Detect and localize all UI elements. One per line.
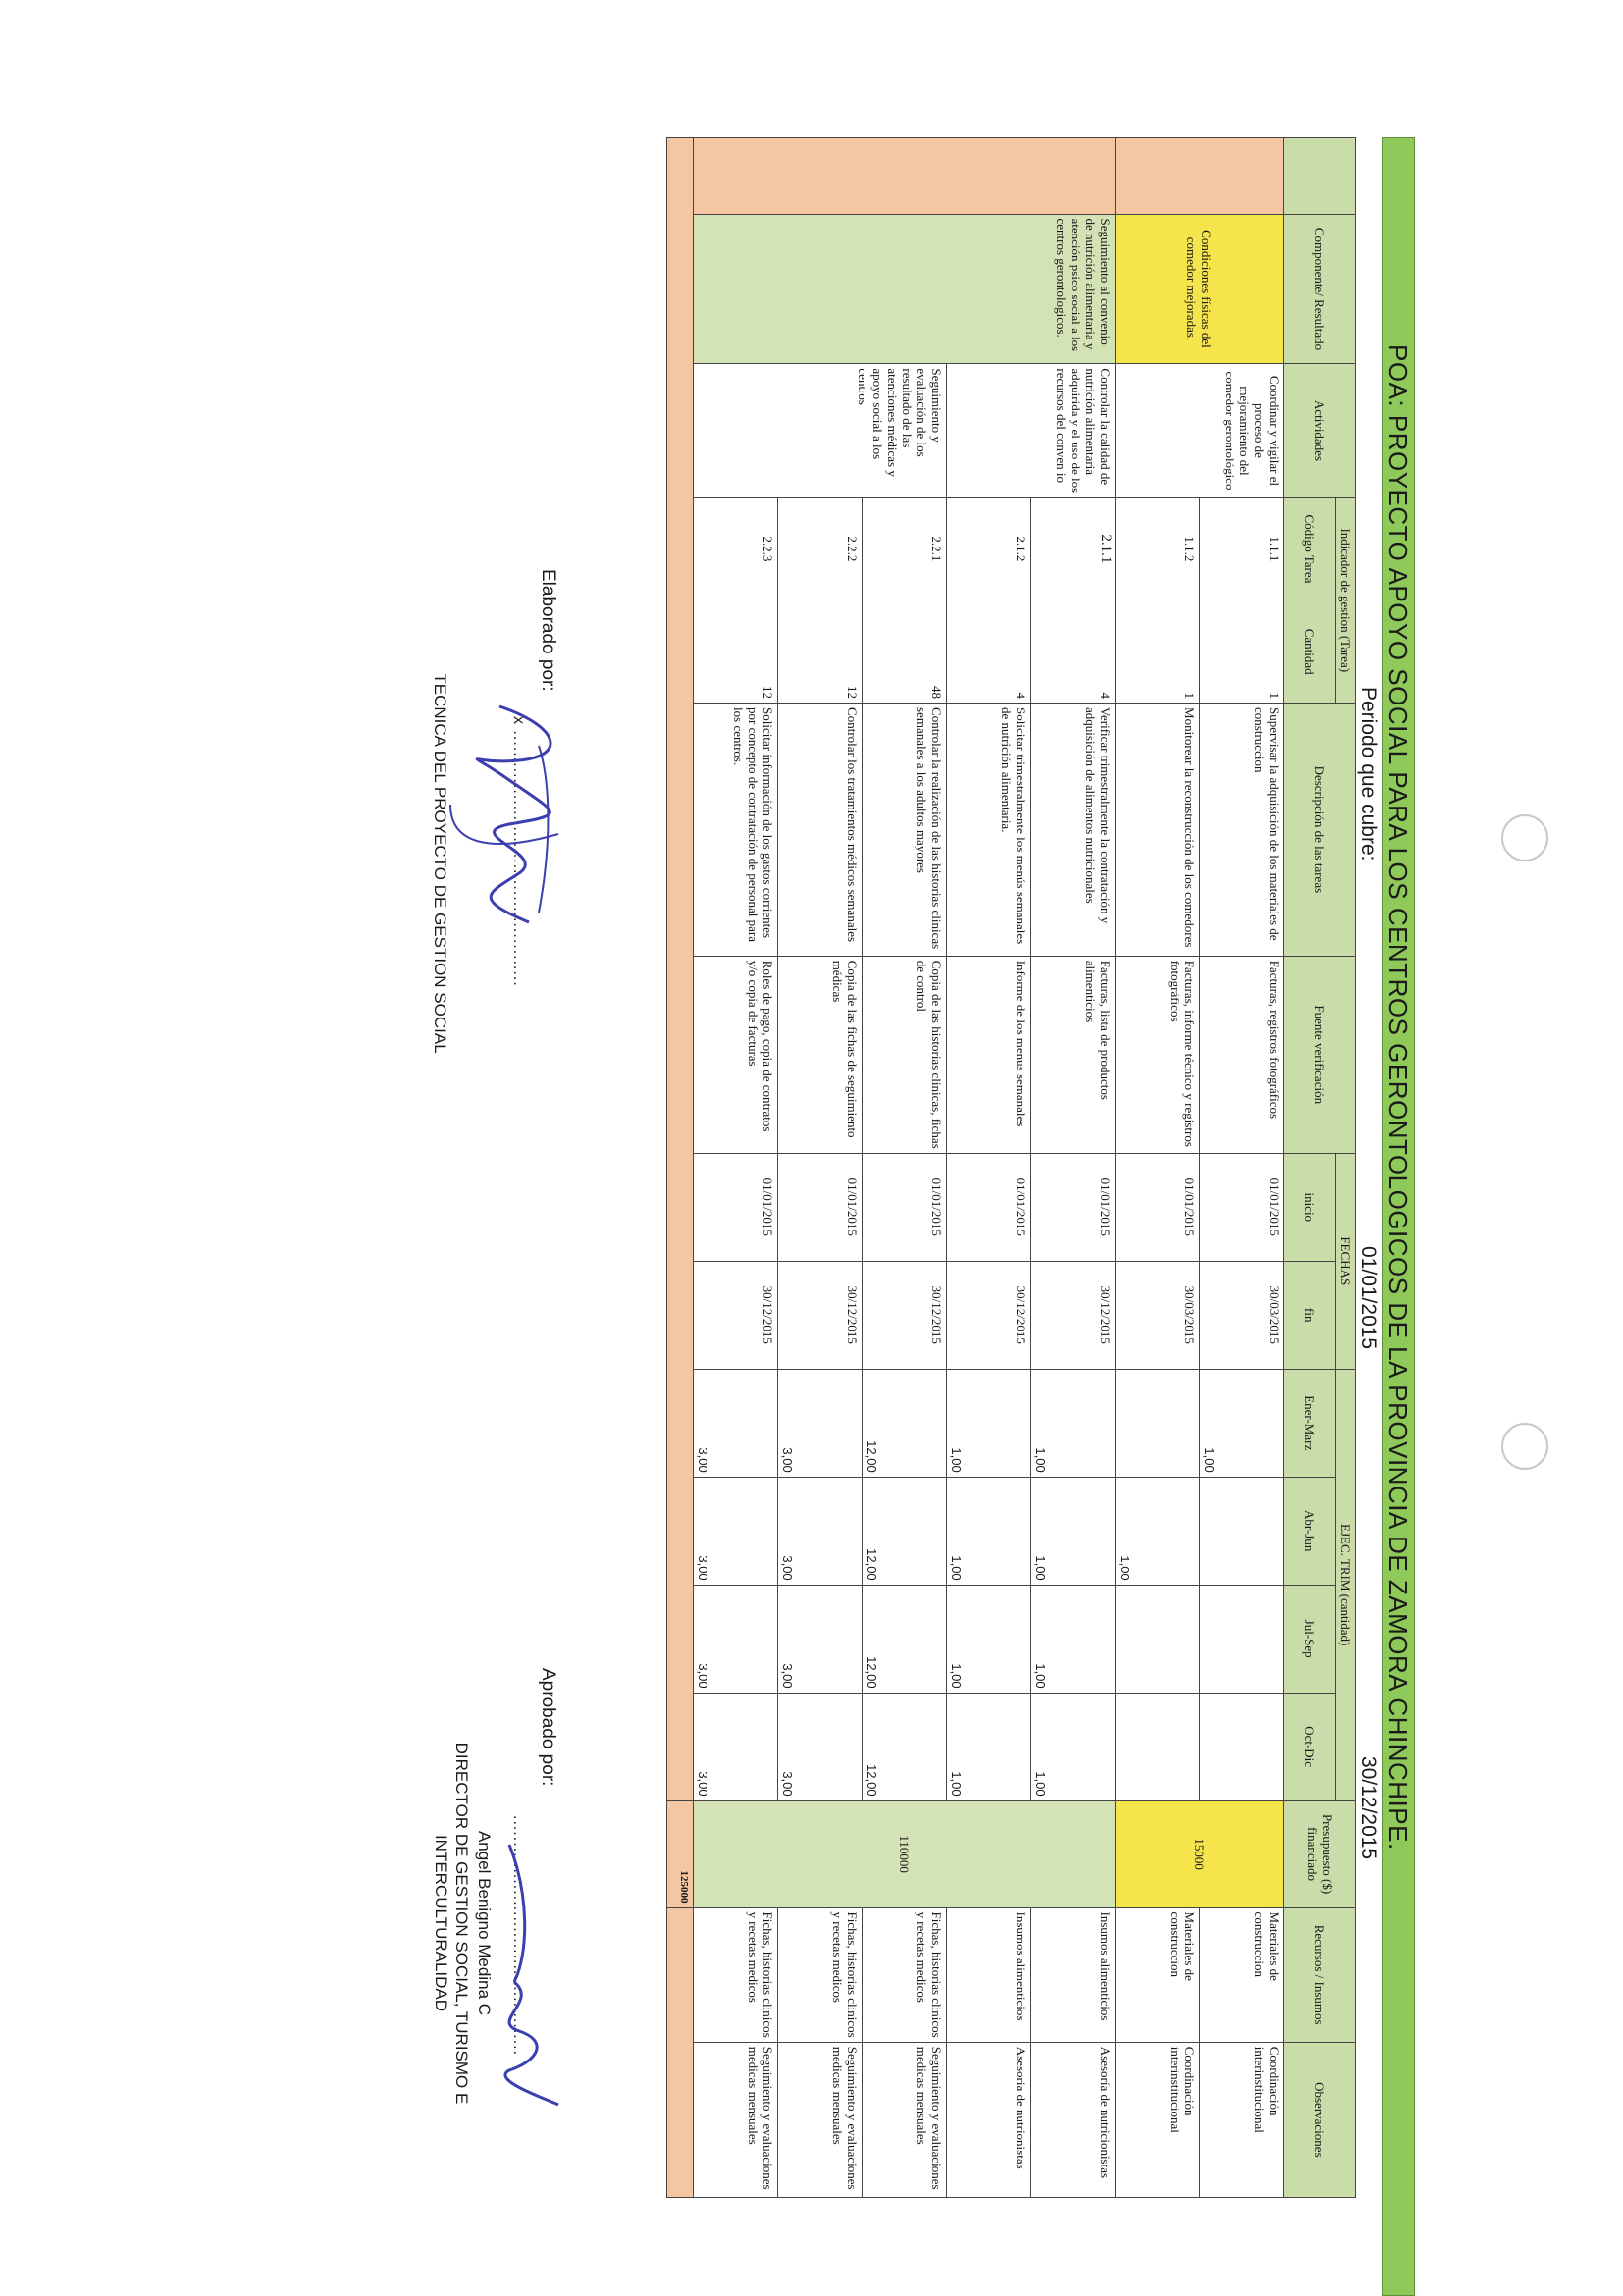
component-name: Seguimiento al convenio de nutrición alimentaria y atención psico social a los centros gerontologicos. — [694, 214, 1116, 364]
orange-column-header — [1284, 138, 1356, 215]
component-budget: 110000 — [694, 1800, 1116, 1907]
row-descripcion: Monitorear la reconstrucción de los comedores — [1116, 704, 1200, 957]
row-descripcion: Verificar trimestralmente la contratación y adquisición de alimentos nutricionales — [1031, 704, 1116, 957]
row-q4: 1,00 — [1031, 1693, 1116, 1800]
total-row — [667, 138, 694, 2198]
row-fuente: Facturas, lista de productos alimenticios — [1031, 956, 1116, 1153]
row-fin: 30/12/2015 — [863, 1261, 947, 1369]
header-presupuesto: Presupuesto ($) financiado — [1284, 1800, 1356, 1907]
row-fuente: Roles de pago, copia de contratos y/o copia de facturas — [694, 956, 778, 1153]
row-inicio: 01/01/2015 — [1200, 1153, 1284, 1261]
row-codigo: 2.1.1 — [1031, 497, 1116, 600]
row-q2: 3,00 — [694, 1477, 778, 1585]
row-fin: 30/03/2015 — [1116, 1261, 1200, 1369]
row-q2: 3,00 — [778, 1477, 863, 1585]
row-q1: 3,00 — [778, 1369, 863, 1477]
aprobado-role-2: INTERCULTURALIDAD — [432, 1834, 450, 2012]
row-cantidad: 1 — [1116, 600, 1200, 704]
row-inicio: 01/01/2015 — [947, 1153, 1031, 1261]
component-budget: 15000 — [1116, 1800, 1284, 1907]
punch-hole — [1501, 814, 1548, 861]
row-q4 — [1116, 1693, 1200, 1800]
row-fuente: Informe de los menus semanales — [947, 956, 1031, 1153]
activity-name: Controlar la calidad de nutrición alimentaria adquirida y el uso de los recursos del conven io — [947, 364, 1116, 497]
table-row — [1031, 138, 1116, 2198]
row-cantidad: 12 — [694, 600, 778, 704]
row-cantidad: 4 — [947, 600, 1031, 704]
header-componente: Componente/ Resultado — [1284, 214, 1356, 364]
row-q1: 1,00 — [947, 1369, 1031, 1477]
period-start: 01/01/2015 — [1357, 1246, 1380, 1350]
row-q3: 3,00 — [778, 1585, 863, 1693]
row-q3: 3,00 — [694, 1585, 778, 1693]
header-ejec: EJEC. TRIM (cantidad) — [1336, 1369, 1356, 1800]
row-inicio: 01/01/2015 — [863, 1153, 947, 1261]
header-fuente: Fuente verificación — [1284, 956, 1356, 1153]
row-codigo: 1.1.2 — [1116, 497, 1200, 600]
punch-hole — [1501, 1423, 1548, 1470]
aprobado-label: Aprobado por: — [538, 1668, 558, 1787]
table-row — [1200, 138, 1284, 2198]
row-fuente: Copia de las historias clinicas, fichas de control — [863, 956, 947, 1153]
header-fin: fin — [1284, 1261, 1336, 1369]
row-q4 — [1200, 1693, 1284, 1800]
row-q2: 1,00 — [947, 1477, 1031, 1585]
total-row-tail — [667, 1907, 694, 2197]
row-q3 — [1200, 1585, 1284, 1693]
row-q4: 3,00 — [694, 1693, 778, 1800]
row-descripcion: Solicitar información de los gastos corrientes por concepto de contratación de personal para los centros. — [694, 704, 778, 957]
header-actividades: Actividades — [1284, 364, 1356, 497]
row-codigo: 2.2.1 — [863, 497, 947, 600]
row-obs: Seguimiento y evaluaciones medicas mensuales — [778, 2042, 863, 2197]
row-obs: Seguimiento y evaluaciones medicas mensuales — [694, 2042, 778, 2197]
period-end: 30/12/2015 — [1357, 1756, 1380, 1860]
row-cantidad: 1 — [1200, 600, 1284, 704]
header-observaciones: Observaciones — [1284, 2042, 1356, 2197]
row-codigo: 1.1.1 — [1200, 497, 1284, 600]
row-cantidad: 4 — [1031, 600, 1116, 704]
activity-name: Coordinar y vigilar el proceso de mejoramiento del comedor gerontológico — [1116, 364, 1284, 497]
elaborado-block — [392, 569, 558, 1158]
row-obs: Asesoría de nutricionistas — [1031, 2042, 1116, 2197]
elaborado-role: TECNICA DEL PROYECTO DE GESTION SOCIAL — [431, 673, 449, 1054]
header-recursos: Recursos / Insumos — [1284, 1907, 1356, 2042]
header-q4: Oct-Dic — [1284, 1693, 1336, 1800]
row-codigo: 2.1.2 — [947, 497, 1031, 600]
row-fin: 30/12/2015 — [778, 1261, 863, 1369]
total-budget: 125000 — [667, 1800, 694, 1907]
row-q3 — [1116, 1585, 1200, 1693]
header-fechas: FECHAS — [1336, 1153, 1356, 1369]
header-indicador: Indicador de gestion (Tarea) — [1336, 497, 1356, 703]
row-fuente: Facturas, informe técnico y registros fotográficos — [1116, 956, 1200, 1153]
row-q3: 1,00 — [1031, 1585, 1116, 1693]
row-q2: 1,00 — [1031, 1477, 1116, 1585]
row-descripcion: Solicitar trimestralmente los menús semanales de nutrición alimentaria. — [947, 704, 1031, 957]
row-q2 — [1200, 1477, 1284, 1585]
row-obs: Seguimiento y evaluaciones medicas mensuales — [863, 2042, 947, 2197]
header-q3: Jul-Sep — [1284, 1585, 1336, 1693]
row-recursos: Fichas, historias clinicos y recetas medicos — [778, 1907, 863, 2042]
orange-cell — [1116, 138, 1284, 215]
row-obs: Coordinación interinstitucional — [1116, 2042, 1200, 2197]
component-name: Condiciones físicas del comedor mejoradas. — [1116, 214, 1284, 364]
row-fin: 30/12/2015 — [694, 1261, 778, 1369]
elaborado-signature — [441, 687, 578, 942]
row-descripcion: Controlar la realización de las historias clinicas semanales a los adultos mayores — [863, 704, 947, 957]
elaborado-signature-line: x ................................................ — [510, 716, 527, 987]
row-cantidad: 12 — [778, 600, 863, 704]
header-cantidad: Cantidad — [1284, 600, 1336, 704]
header-descripcion: Descripción de las tareas — [1284, 704, 1356, 957]
row-codigo: 2.2.2 — [778, 497, 863, 600]
period-row — [1356, 137, 1382, 2198]
row-inicio: 01/01/2015 — [694, 1153, 778, 1261]
aprobado-signature — [460, 1835, 568, 2110]
row-q1: 3,00 — [694, 1369, 778, 1477]
row-q2: 1,00 — [1116, 1477, 1200, 1585]
row-descripcion: Supervisar la adquisición de los materiales de construccion — [1200, 704, 1284, 957]
row-inicio: 01/01/2015 — [778, 1153, 863, 1261]
activity-name: Seguimiento y evaluación de los resultado de las atenciones médicas y apoyo social a los centros — [694, 364, 947, 497]
row-recursos: Materiales de construccion — [1200, 1907, 1284, 2042]
row-cantidad: 48 — [863, 600, 947, 704]
row-q4: 3,00 — [778, 1693, 863, 1800]
row-descripcion: Controlar los tratamientos médicos semanales — [778, 704, 863, 957]
row-q1: 1,00 — [1200, 1369, 1284, 1477]
row-q1: 12,00 — [863, 1369, 947, 1477]
orange-cell — [694, 138, 1116, 215]
row-q1: 1,00 — [1031, 1369, 1116, 1477]
period-label: Periodo que cubre: — [1357, 687, 1380, 861]
header-q2: Abr-Jun — [1284, 1477, 1336, 1585]
header-codigo: Código Tarea — [1284, 497, 1336, 600]
row-q1 — [1116, 1369, 1200, 1477]
row-inicio: 01/01/2015 — [1116, 1153, 1200, 1261]
row-fuente: Copia de las fichas de seguimiento médicas — [778, 956, 863, 1153]
header-inicio: inicio — [1284, 1153, 1336, 1261]
row-q3: 12,00 — [863, 1585, 947, 1693]
row-inicio: 01/01/2015 — [1031, 1153, 1116, 1261]
aprobado-signature-line: ............................................. — [510, 1815, 527, 2057]
document-title: POA: PROYECTO APOYO SOCIAL PARA LOS CENTROS GERONTOLOGICOS DE LA PROVINCIA DE ZAMORA CHINCHIPE. — [1382, 137, 1415, 2296]
elaborado-label: Elaborado por: — [538, 569, 558, 692]
aprobado-role-1: DIRECTOR DE GESTION SOCIAL, TURISMO E — [452, 1742, 471, 2105]
row-fin: 30/12/2015 — [947, 1261, 1031, 1369]
row-q3: 1,00 — [947, 1585, 1031, 1693]
total-row-fill — [667, 138, 694, 1801]
row-q4: 1,00 — [947, 1693, 1031, 1800]
row-recursos: Materiales de construccion — [1116, 1907, 1200, 2042]
row-recursos: Fichas, historias clinicos y recetas medicos — [694, 1907, 778, 2042]
aprobado-block — [392, 1668, 558, 2178]
poa-table — [666, 137, 1356, 2198]
row-fuente: Facturas, registros fotográficos — [1200, 956, 1284, 1153]
row-obs: Coordinación interinstitucional — [1200, 2042, 1284, 2197]
row-obs: Asesoria de nutrionistas — [947, 2042, 1031, 2197]
row-q4: 12,00 — [863, 1693, 947, 1800]
row-recursos: Insumos alimenticios — [947, 1907, 1031, 2042]
row-recursos: Fichas, historias clinicos y recetas medicos — [863, 1907, 947, 2042]
row-codigo: 2.2.3 — [694, 497, 778, 600]
row-fin: 30/12/2015 — [1031, 1261, 1116, 1369]
row-recursos: Insumos alimenticios — [1031, 1907, 1116, 2042]
header-q1: Ener-Marz — [1284, 1369, 1336, 1477]
row-q2: 12,00 — [863, 1477, 947, 1585]
aprobado-name: Angel Benigno Medina C — [475, 1830, 494, 2016]
row-fin: 30/03/2015 — [1200, 1261, 1284, 1369]
